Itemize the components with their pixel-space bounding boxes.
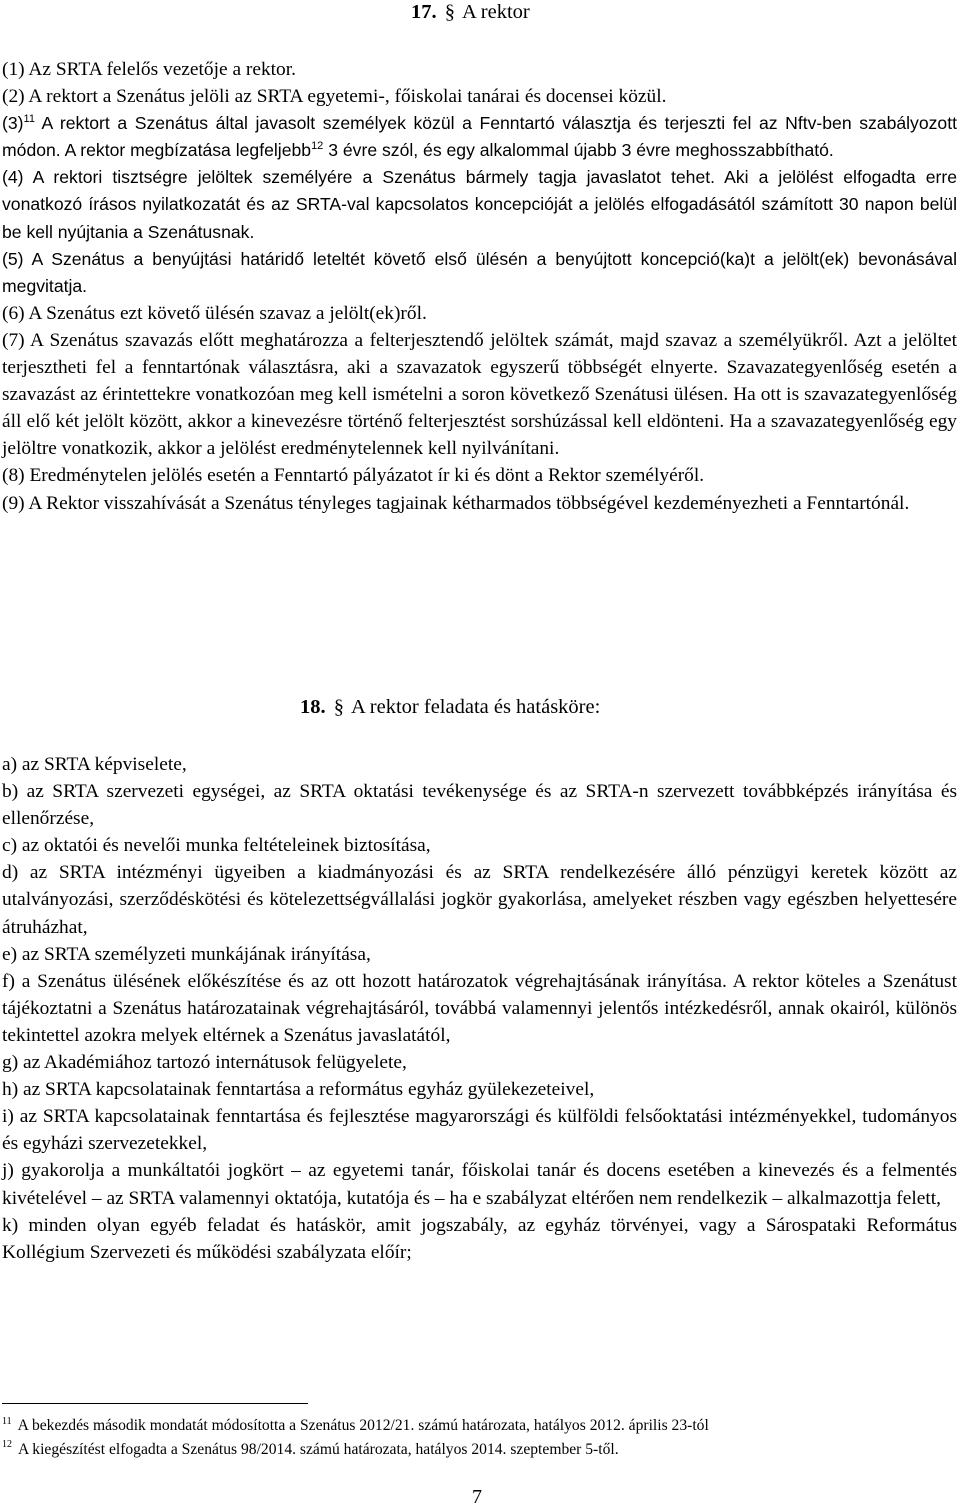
footnote-ref-11: 11: [23, 113, 35, 126]
list-item-a: a) az SRTA képviselete,: [2, 754, 187, 775]
section-18-heading: [300, 695, 600, 719]
list-item-c: c) az oktatói és nevelői munka feltételeinek biztosítása,: [2, 835, 431, 857]
list-item-g: g) az Akadémiához tartozó internátusok felügyelete,: [2, 1052, 407, 1074]
page-number: 7: [472, 1486, 482, 1508]
list-item-k: k) minden olyan egyéb feladat és hatáskör, amit jogszabály, az egyház törvényei, vagy a Sárospataki Református Kollégium Szervezeti és működési szabályzata előír;: [2, 1214, 957, 1263]
section-sign: §: [444, 1, 455, 23]
footnote-mark: 11: [2, 1415, 12, 1427]
section-number: 17.: [411, 1, 437, 23]
paragraph-6: (6) A Szenátus ezt követő ülésén szavaz a jelölt(ek)ről.: [2, 302, 427, 324]
section-17-heading: [411, 0, 530, 24]
section-number: 18.: [300, 696, 326, 718]
paragraph-1: (1) Az SRTA felelős vezetője a rektor.: [2, 59, 296, 80]
list-item-j: j) gyakorolja a munkáltatói jogkört – az egyetemi tanár, főiskolai tanár és docens esetében a kinevezés és a felmentés kivételével – az SRTA valamennyi oktatója, kutatója és – ha e szabályzat eltérően nem rendelkezik – alkalmazottja felett,: [2, 1160, 957, 1209]
footnotes: [2, 1414, 960, 1461]
paragraph-4: (4) A rektori tisztségre jelöltek személyére a Szenátus bármely tagja javaslatot tehet. Aki a jelölést elfogadta erre vonatkozó írásos nyilatkozatát és az SRTA-val kapcsolatos koncepcióját a jelölés elfogadásától számított 30 napon belül be kell nyújtania a Szenátusnak.: [2, 167, 957, 242]
paragraph-2: (2) A rektort a Szenátus jelöli az SRTA egyetemi-, főiskolai tanárai és docensei közül.: [2, 86, 667, 108]
footnote-mark: 12: [2, 1439, 12, 1451]
list-item-i: i) az SRTA kapcsolatainak fenntartása és fejlesztése magyarországi és külföldi felsőoktatási intézményekkel, tudományos és egyházi szervezetekkel,: [2, 1106, 957, 1155]
list-item-f: f) a Szenátus ülésének előkészítése és az ott hozott határozatok végrehajtásának irányítása. A rektor köteles a Szenátust tájékoztatni a Szenátus határozatainak végrehajtásáról, továbbá valamennyi jelentős intézkedésről, annak okairól, különös tekintettel azokra melyek eltérnek a Szenátus javaslatától,: [2, 970, 957, 1046]
section-17-body: [2, 56, 957, 517]
list-item-d: d) az SRTA intézményi ügyeiben a kiadmányozási és az SRTA rendelkezésére álló pénzügyi keretek között az utalványozási, szerződéskötési és kötelezettségvállalási jogkör gyakorlása, amelyeket részben vagy egészben helyettesére átruházhat,: [2, 862, 957, 938]
footnote-12: [2, 1438, 960, 1462]
section-18-body: [2, 751, 957, 1266]
paragraph-3: $(3)^{11}$ A rektort a Szenátus által javasolt személyek közül a Fenntartó választja és terjeszti fel az Nftv-ben szabályozott módon. A rektor megbízatása legfeljebb$^{12}$ 3 évre szól, és egy alkalommal újabb 3 évre meghosszabbítható.: [2, 113, 957, 161]
paragraph-5: (5) A Szenátus a benyújtási határidő leteltét követő első ülésén a benyújtott koncepció(ka)t a jelölt(ek) bevonásával megvitatja.: [2, 248, 957, 296]
section-title: A rektor feladata és hatásköre:: [351, 696, 601, 718]
footnote-text: A bekezdés második mondatát módosította a Szenátus 2012/21. számú határozata, hatályos 2012. április 23-tól: [17, 1417, 709, 1434]
footnote-ref-12: 12: [311, 140, 324, 153]
footnote-11: [2, 1414, 960, 1438]
section-sign: §: [333, 696, 344, 718]
paragraph-9: (9) A Rektor visszahívását a Szenátus tényleges tagjainak kétharmados többségével kezdeményezheti a Fenntartónál.: [2, 492, 910, 514]
paragraph-7: (7) A Szenátus szavazás előtt meghatározza a felterjesztendő jelöltek számát, majd szavaz a személyükről. Azt a jelöltet terjesztheti fel a fenntartónak választásra, aki a szavazatok egyszerű többségét elnyerte. Szavazategyenlőség esetén a szavazást az érintettekre vonatkozóan meg kell ismételni a soron következő Szenátusi ülésen. Ha ott is szavazategyenlőség áll elő két jelölt között, akkor a kinevezésre történő felterjesztést sorshúzással kell eldönteni. Ha a szavazategyenlőség egy jelöltre vonatkozik, akkor a jelölést eredménytelennek kell nyilvánítani.: [2, 329, 957, 460]
list-item-b: b) az SRTA szervezeti egységei, az SRTA oktatási tevékenysége és az SRTA-n szervezett továbbképzés irányítása és ellenőrzése,: [2, 781, 957, 830]
list-item-h: h) az SRTA kapcsolatainak fenntartása a református egyház gyülekezeteivel,: [2, 1079, 595, 1101]
footnote-divider: [2, 1403, 308, 1404]
footnote-text: A kiegészítést elfogadta a Szenátus 98/2014. számú határozata, hatályos 2014. szeptember 5-től.: [18, 1440, 619, 1458]
paragraph-8: (8) Eredménytelen jelölés esetén a Fenntartó pályázatot ír ki és dönt a Rektor személyéről.: [2, 465, 705, 487]
section-title: A rektor: [462, 1, 530, 23]
list-item-e: e) az SRTA személyzeti munkájának irányítása,: [2, 943, 371, 965]
